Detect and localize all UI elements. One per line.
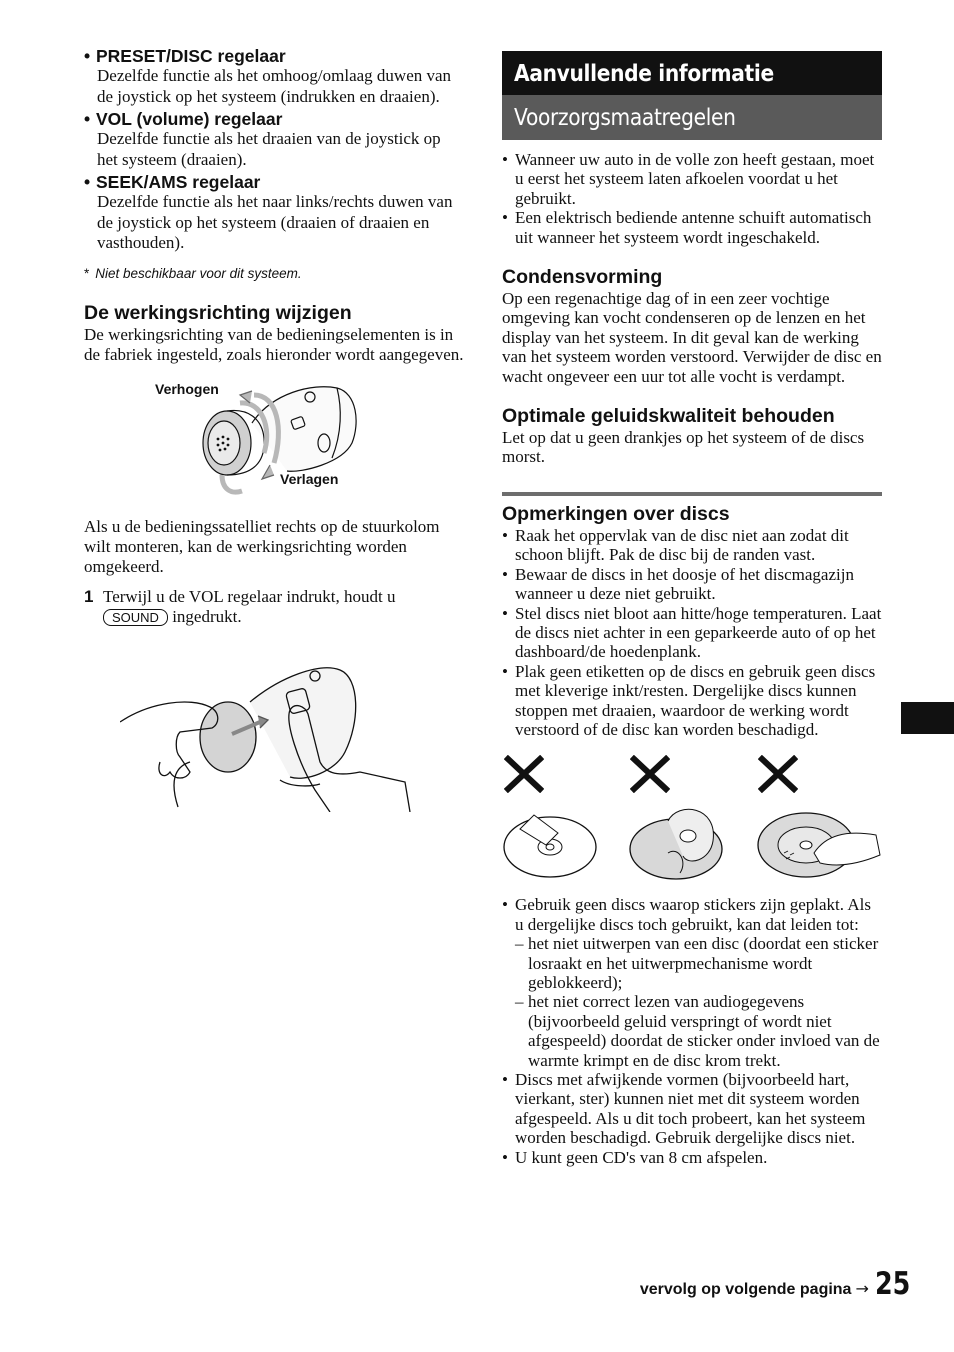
sound-key: SOUND <box>103 609 168 626</box>
label-verlagen: Verlagen <box>280 470 339 487</box>
control-item-seek: • SEEK/AMS regelaar Dezelfde functie als het naar links/rechts duwen van de joystick op het systeem (draaien of draaien en vasthouden). <box>84 172 464 254</box>
arrow-right-icon: → <box>855 1279 869 1298</box>
sticker-bullet-list <box>502 895 882 1167</box>
sound-quality-title: Optimale geluidskwaliteit behouden <box>502 405 835 428</box>
banner-title-text: Aanvullende informatie <box>514 59 774 87</box>
list-item: • Plak geen etiketten op de discs en gebruik geen discs met kleverige inkt/resten. Dergelijke discs kunnen stoppen met draaien, waardoor de werking wordt verstoord of de disc kan worden beschadigd. <box>502 662 882 740</box>
sound-quality-text: Let op dat u geen drankjes op het systeem of de discs morst. <box>502 428 865 467</box>
list-item <box>502 895 882 1070</box>
condensation-title: Condensvorming <box>502 266 663 289</box>
cross-icon <box>630 755 670 793</box>
warped-disc-icon <box>628 801 728 881</box>
control-item-preset: • PRESET/DISC regelaar Dezelfde functie als het omhoog/omlaag duwen van de joystick op het systeem (indrukken en draaien). <box>84 46 464 107</box>
sticker-consequences <box>515 934 882 1070</box>
list-item: – het niet correct lezen van audiogegevens (bijvoorbeeld geluid verspringt of wordt niet afgespeeld) doordat de sticker onder invloed van de warmte krimpt en de disc krom trekt. <box>515 992 882 1070</box>
disc-bullet-list <box>502 526 882 739</box>
disc-fingerprint-icon <box>756 805 886 885</box>
sticker-bullet-text: Gebruik geen discs waarop stickers zijn geplakt. Als u dergelijke discs toch gebruikt, kan dat leiden tot: <box>515 895 871 934</box>
control-satellite-illustration <box>192 383 362 501</box>
page-number: 25 <box>874 1266 911 1302</box>
step-text-a: Terwijl u de VOL regelaar indrukt, houdt u <box>103 586 396 606</box>
control-term: VOL (volume) regelaar <box>96 109 283 129</box>
right-column <box>502 51 882 1167</box>
list-item: – het niet uitwerpen van een disc (doordat een sticker losraakt en het uitwerpmechanisme wordt geblokkeerd); <box>515 934 882 992</box>
section-banner-subtitle <box>502 95 882 140</box>
hands-pressing-illustration <box>120 662 420 812</box>
control-term: PRESET/DISC regelaar <box>96 46 286 66</box>
step-text-b: ingedrukt. <box>172 606 242 626</box>
cross-icon <box>758 755 798 793</box>
control-desc: Dezelfde functie als het draaien van de joystick op het systeem (draaien). <box>97 129 441 169</box>
condensation-text: Op een regenachtige dag of in een zeer vochtige omgeving kan vocht condenseren op de lenzen en het display van het systeem. In dit geval kan de werking van het systeem worden verstoord. Verwijder de disc en wacht ongeveer een uur tot alle vocht is verdampt. <box>502 289 882 386</box>
cross-icon <box>504 755 544 793</box>
banner-subtitle-text: Voorzorgsmaatregelen <box>514 103 736 131</box>
footnote-mark: * <box>84 265 90 281</box>
control-item-vol: • VOL (volume) regelaar Dezelfde functie als het draaien van de joystick op het systeem (draaien). <box>84 109 464 170</box>
control-desc: Dezelfde functie als het omhoog/omlaag duwen van de joystick op het systeem (indrukken en draaien). <box>97 66 452 106</box>
control-desc: Dezelfde functie als het naar links/rechts duwen van de joystick op het systeem (draaien of draaien en vasthouden). <box>97 192 453 252</box>
label-verhogen: Verhogen <box>155 380 219 397</box>
continued-text: vervolg op volgende pagina <box>639 1281 852 1298</box>
list-item: • Een elektrisch bediende antenne schuift automatisch uit wanneer het systeem wordt ingeschakeld. <box>502 208 882 247</box>
list-item: • U kunt geen CD's van 8 cm afspelen. <box>502 1148 882 1167</box>
chapter-tab <box>901 702 954 734</box>
control-term: SEEK/AMS regelaar <box>96 172 261 192</box>
footnote <box>84 266 464 281</box>
list-item: • Raak het oppervlak van de disc niet aan zodat dit schoon blijft. Pak de disc bij de randen vast. <box>502 526 882 565</box>
list-item: • Stel discs niet bloot aan hitte/hoge temperaturen. Laat de discs niet achter in een geparkeerde auto of op het dashboard/de hoedenplank. <box>502 604 882 662</box>
intro-bullet-list <box>502 150 882 247</box>
step-number: 1 <box>84 586 94 606</box>
list-item: • Discs met afwijkende vormen (bijvoorbeeld hart, vierkant, ster) kunnen niet met dit systeem worden afgespeeld. Als u dit toch probeert, kan het systeem worden beschadigd. Gebruik dergelijke discs niet. <box>502 1070 882 1148</box>
footnote-text: Niet beschikbaar voor dit systeem. <box>95 265 302 281</box>
discs-title: Opmerkingen over discs <box>502 502 730 525</box>
section-banner-title <box>502 51 882 95</box>
step-1 <box>84 587 464 627</box>
reverse-text: Als u de bedieningssatelliet rechts op de stuurkolom wilt monteren, kan de werkingsrichting worden omgekeerd. <box>84 516 440 576</box>
disc-with-sticker-icon <box>502 811 602 881</box>
section-divider <box>502 492 882 496</box>
section-text-direction: De werkingsrichting van de bedieningselementen is in de fabriek ingesteld, zoals hieronder wordt aangegeven. <box>84 324 464 364</box>
section-title-direction: De werkingsrichting wijzigen <box>84 301 352 324</box>
list-item: • Bewaar de discs in het doosje of het discmagazijn wanneer u deze niet gebruikt. <box>502 565 882 604</box>
left-column <box>84 44 464 627</box>
rotation-figure <box>84 369 464 517</box>
disc-warnings-figure <box>502 755 882 895</box>
page-footer <box>640 1266 918 1302</box>
list-item: • Wanneer uw auto in de volle zon heeft gestaan, moet u eerst het systeem laten afkoelen voordat u het gebruikt. <box>502 150 882 208</box>
